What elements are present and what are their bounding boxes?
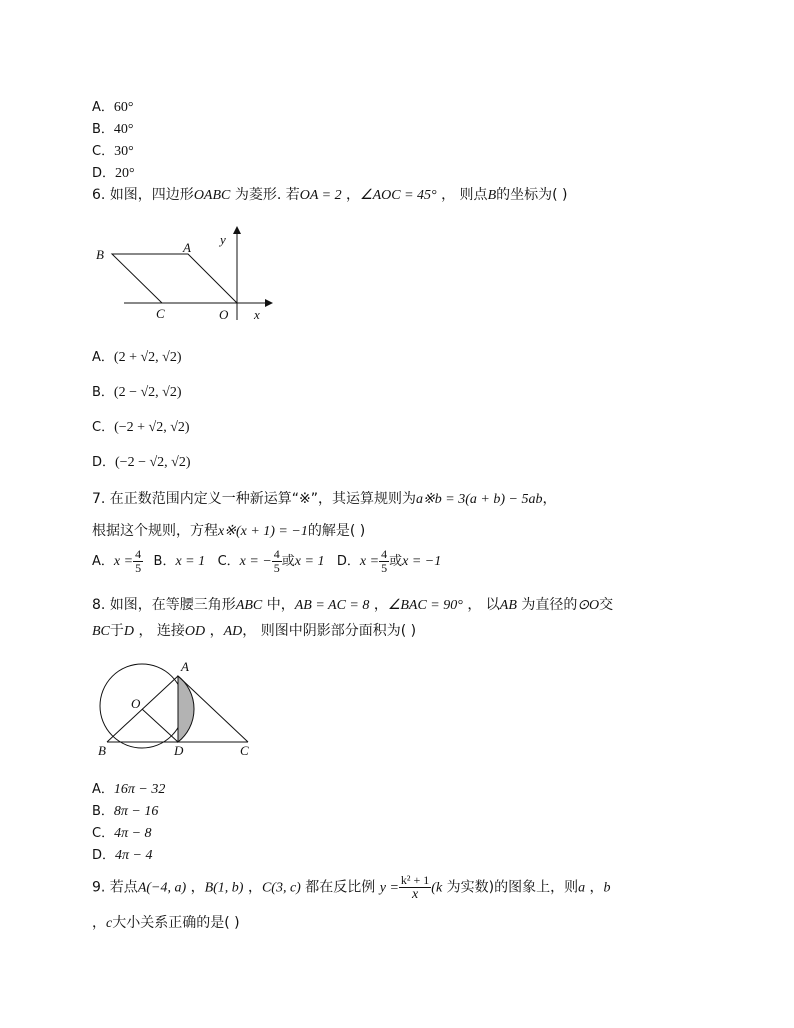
q5-option-b: B．40°: [92, 122, 134, 137]
q8-option-b: B．8π − 16: [92, 804, 159, 819]
q6-option-a: A．(2 + √2, √2): [92, 350, 182, 365]
q5-option-d: D．20°: [92, 166, 135, 181]
q6-option-b: B．(2 − √2, √2): [92, 385, 182, 400]
q6-rhombus-figure: [92, 222, 292, 326]
label-c: C: [156, 306, 165, 321]
q8-option-a: A．16π − 32: [92, 782, 166, 797]
q7-option-b: B．x = 1: [153, 554, 206, 569]
label-b: B: [96, 247, 104, 262]
label-a: A: [181, 659, 189, 674]
segment-od: [142, 709, 178, 742]
q7-options: [92, 548, 441, 575]
label-a: A: [183, 240, 191, 255]
label-d: D: [174, 743, 184, 758]
label-y: y: [220, 232, 226, 247]
label-o: O: [219, 307, 229, 322]
q7-stem-line1: 7. 在正数范围内定义一种新运算“※”，其运算规则为a※b = 3(a + b) − 5ab，: [92, 491, 557, 507]
q6-option-c: C．(−2 + √2, √2): [92, 420, 190, 435]
label-x: x: [254, 307, 260, 322]
q6-option-d: D．(−2 − √2, √2): [92, 455, 191, 470]
shaded-segment: [178, 676, 194, 742]
q9-stem-line1: 9. 若点A(−4, a) ，B(1, b) ，C(3, c) 都在反比例 y = $\frac{\text{k² + 1}}{x}$ (k 为实数)的图象上，则a ，b: [92, 873, 611, 902]
q7-option-c: C．x = − $\frac{4}{5}$ 或x = 1: [217, 547, 325, 575]
q5-option-c: C．30°: [92, 144, 134, 159]
q8-circle-triangle-figure: [88, 658, 258, 758]
q6-stem: 6. 如图，四边形OABC 为菱形. 若OA = 2 ，∠AOC = 45° ， 则点B的坐标为( ): [92, 187, 568, 203]
q5-option-a: A．60°: [92, 100, 134, 115]
label-o: O: [131, 696, 141, 711]
q9-stem-line2: ，c大小关系正确的是( ): [92, 915, 240, 931]
q8-option-d: D．4π − 4: [92, 848, 153, 863]
q8-stem-line1: 8. 如图，在等腰三角形ABC 中，AB = AC = 8 ，∠BAC = 90° ， 以AB 为直径的⊙O交: [92, 597, 614, 613]
q7-option-a: A．x = $\frac{4}{5}$: [92, 547, 142, 575]
rhombus-oabc: [112, 254, 237, 303]
q7-option-d: D．x = $\frac{4}{5}$ 或x = −1: [336, 547, 442, 575]
q8-stem-line2: BC于D ， 连接OD ，AD， 则图中阴影部分面积为( ): [92, 623, 417, 639]
label-b: B: [98, 743, 106, 758]
q8-option-c: C．4π − 8: [92, 826, 152, 841]
label-c: C: [240, 743, 249, 758]
q7-stem-line2: 根据这个规则，方程x※(x + 1) = −1的解是( ): [92, 523, 366, 539]
